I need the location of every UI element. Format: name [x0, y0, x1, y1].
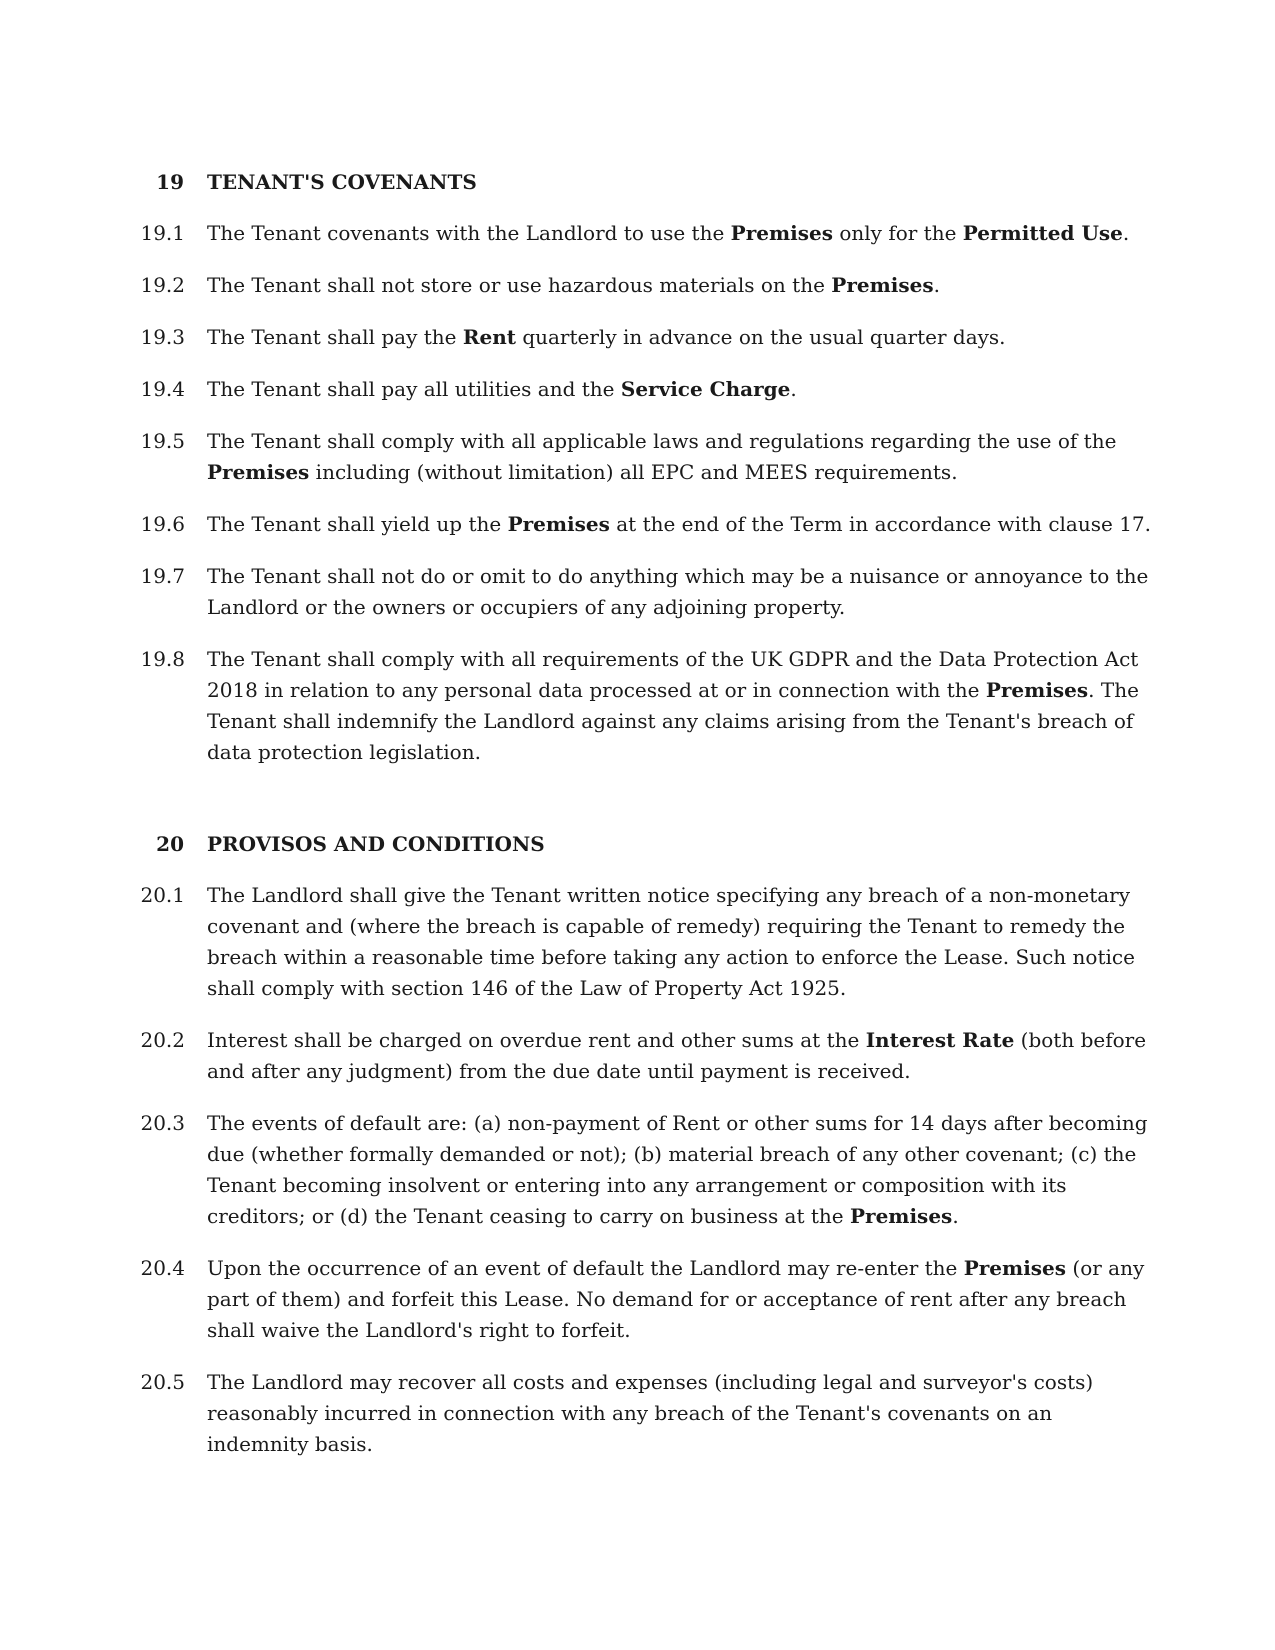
clause [0, 1108, 1275, 1232]
clause-text-run: The Landlord may recover all costs and expenses (including legal and surveyor's costs) reasonably incurred in connection with any breach of the Tenant's covenants on an indemnity basis. [207, 1370, 1094, 1456]
clause-number: 20.5 [140, 1370, 185, 1394]
clause [0, 322, 1275, 353]
clause-text-run: . The Tenant shall indemnify the Landlord against any claims arising from the Tenant's breach of data protection legislation. [207, 678, 1139, 764]
defined-term: Premises [831, 273, 934, 297]
clause-number: 20.4 [140, 1256, 185, 1280]
clause-number: 19.2 [140, 273, 185, 297]
section-number: 20 [156, 832, 184, 856]
clause-text-run: The Tenant shall yield up the [207, 512, 508, 536]
clause-text-run: . [933, 273, 940, 297]
clause [0, 374, 1275, 405]
section-title: TENANT'S COVENANTS [207, 170, 477, 194]
clause-text-run: Interest shall be charged on overdue rent and other sums at the [207, 1028, 866, 1052]
clause-text [207, 426, 1152, 488]
clause [0, 426, 1275, 488]
clause-number: 19.7 [140, 564, 185, 588]
clause-text-run: Upon the occurrence of an event of default the Landlord may re-enter the [207, 1256, 964, 1280]
defined-term: Rent [462, 325, 516, 349]
clause-list [0, 880, 1275, 1460]
clause-text-run: The Tenant shall not do or omit to do anything which may be a nuisance or annoyance to the Landlord or the owners or occupiers of any adjoining property. [207, 564, 1149, 619]
defined-term: Premises [730, 221, 833, 245]
clause-text [207, 1108, 1152, 1232]
clause-number: 19.4 [140, 377, 185, 401]
clause-text-run: quarterly in advance on the usual quarter days. [515, 325, 1006, 349]
clause-number: 20.3 [140, 1111, 185, 1135]
section-tenants-covenants [0, 167, 1275, 768]
clause-text [207, 218, 1152, 249]
clause [0, 644, 1275, 768]
clause-text-run: The Tenant shall pay all utilities and the [207, 377, 621, 401]
clause [0, 270, 1275, 301]
defined-term: Service Charge [620, 377, 791, 401]
clause-number: 20.2 [140, 1028, 185, 1052]
clause-number: 19.6 [140, 512, 185, 536]
section-title: PROVISOS AND CONDITIONS [207, 832, 545, 856]
clause-list [0, 218, 1275, 768]
defined-term: Premises [985, 678, 1089, 702]
clause [0, 509, 1275, 540]
clause-text-run: (both before and after any judgment) from the due date until payment is received. [207, 1028, 1147, 1083]
clause-text-run: The Tenant shall not store or use hazardous materials on the [207, 273, 832, 297]
defined-term: Premises [207, 460, 310, 484]
clause-text-run: only for the [832, 221, 963, 245]
clause-text [207, 644, 1152, 768]
clause-text [207, 322, 1152, 353]
clause-text [207, 561, 1152, 623]
clause-number: 20.1 [140, 883, 185, 907]
clause-text-run: The Tenant covenants with the Landlord to use the [207, 221, 731, 245]
defined-term: Premises [507, 512, 610, 536]
defined-term: Permitted Use [962, 221, 1123, 245]
clause-text [207, 374, 1152, 405]
clause-text-run: The Landlord shall give the Tenant written notice specifying any breach of a non-monetary covenant and (where the breach is capable of remedy) requiring the Tenant to remedy the breach within a reasonable time before taking any action to enforce the Lease. Such notice shall comply with section 146 of the Law of Property Act 1925. [207, 883, 1135, 1000]
clause [0, 1253, 1275, 1346]
clause-text-run: including (without limitation) all EPC and MEES requirements. [309, 460, 958, 484]
clause-text-run: . [790, 377, 797, 401]
clause-text [207, 270, 1152, 301]
clause-text [207, 1025, 1152, 1087]
clause-text-run: . [952, 1204, 959, 1228]
clause [0, 880, 1275, 1004]
clause-text [207, 1367, 1152, 1460]
clause-number: 19.1 [140, 221, 185, 245]
defined-term: Interest Rate [865, 1028, 1015, 1052]
clause-text-run: . [1122, 221, 1130, 245]
section-provisos-and-conditions [0, 829, 1275, 1460]
clause-number: 19.5 [140, 429, 185, 453]
clause-text [207, 880, 1152, 1004]
section-number: 19 [156, 170, 184, 194]
defined-term: Premises [963, 1256, 1067, 1280]
defined-term: Premises [850, 1204, 953, 1228]
clause-number: 19.8 [140, 647, 185, 671]
clause-text [207, 509, 1152, 540]
clause-text-run: The Tenant shall comply with all applicable laws and regulations regarding the use of the [207, 429, 1117, 453]
section-heading [0, 167, 1275, 197]
section-heading [0, 829, 1275, 859]
clause-text-run: The Tenant shall comply with all requirements of the UK GDPR and the Data Protection Act 2018 in relation to any personal data processed at or in connection with the [207, 647, 1139, 702]
clause [0, 1025, 1275, 1087]
clause-text-run: The events of default are: (a) non-payment of Rent or other sums for 14 days after becoming due (whether formally demanded or not); (b) material breach of any other covenant; (c) the Tenant becoming insolvent or entering into any arrangement or composition with its creditors; or (d) the Tenant ceasing to carry on business at the [207, 1111, 1148, 1228]
clause-text-run: at the end of the Term in accordance with clause 17. [609, 512, 1151, 536]
clause-text-run: The Tenant shall pay the [207, 325, 463, 349]
clause-number: 19.3 [140, 325, 185, 349]
clause [0, 561, 1275, 623]
clause [0, 1367, 1275, 1460]
clause-text [207, 1253, 1152, 1346]
clause-text-run: (or any part of them) and forfeit this Lease. No demand for or acceptance of rent after any breach shall waive the Landlord's right to forfeit. [207, 1256, 1145, 1342]
clause [0, 218, 1275, 249]
